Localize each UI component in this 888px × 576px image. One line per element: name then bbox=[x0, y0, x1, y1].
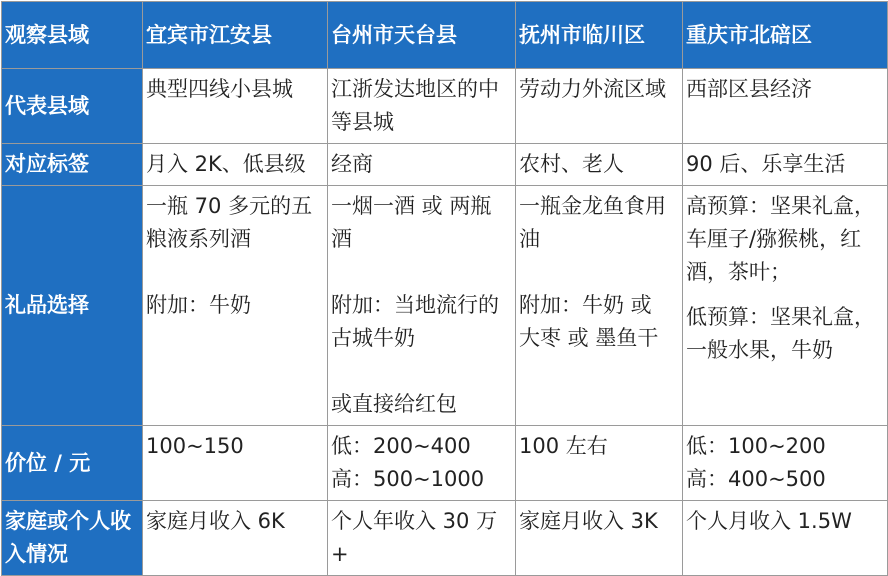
income-cell-3: 家庭月收入 3K bbox=[516, 501, 683, 576]
header-county-1: 宜宾市江安县 bbox=[143, 2, 328, 69]
gifts-row bbox=[2, 186, 888, 426]
gift-high-budget: 高预算：坚果礼盒，车厘子/猕猴桃，红酒，茶叶； bbox=[686, 194, 875, 284]
header-corner: 观察县域 bbox=[2, 2, 143, 69]
header-county-4: 重庆市北碚区 bbox=[683, 2, 888, 69]
price-cell-2 bbox=[328, 426, 516, 501]
tags-row bbox=[2, 144, 888, 186]
tags-cell-3: 农村、老人 bbox=[516, 144, 683, 186]
gift-alt-2: 或直接给红包 bbox=[331, 392, 457, 416]
representative-cell-4: 西部区县经济 bbox=[683, 69, 888, 144]
row-label-tags: 对应标签 bbox=[2, 144, 143, 186]
header-county-3: 抚州市临川区 bbox=[516, 2, 683, 69]
income-cell-2: 个人年收入 30 万+ bbox=[328, 501, 516, 576]
gift-comparison-table bbox=[1, 1, 888, 576]
price-high-2: 高：500~1000 bbox=[331, 467, 485, 491]
price-cell-3: 100 左右 bbox=[516, 426, 683, 501]
tags-cell-2: 经商 bbox=[328, 144, 516, 186]
price-row bbox=[2, 426, 888, 501]
gift-low-budget: 低预算：坚果礼盒，一般水果，牛奶 bbox=[686, 305, 875, 362]
representative-cell-3: 劳动力外流区域 bbox=[516, 69, 683, 144]
row-label-representative: 代表县域 bbox=[2, 69, 143, 144]
gift-main-2: 一烟一酒 或 两瓶酒 bbox=[331, 194, 492, 251]
price-high-4: 高：400~500 bbox=[686, 467, 826, 491]
income-cell-1: 家庭月收入 6K bbox=[143, 501, 328, 576]
price-low-4: 低：100~200 bbox=[686, 434, 826, 458]
row-label-price: 价位 / 元 bbox=[2, 426, 143, 501]
price-cell-1: 100~150 bbox=[143, 426, 328, 501]
header-county-2: 台州市天台县 bbox=[328, 2, 516, 69]
price-low-2: 低：200~400 bbox=[331, 434, 471, 458]
gifts-cell-4 bbox=[683, 186, 888, 426]
row-label-income: 家庭或个人收入情况 bbox=[2, 501, 143, 576]
tags-cell-1: 月入 2K、低县级 bbox=[143, 144, 328, 186]
gift-main-1: 一瓶 70 多元的五粮液系列酒 bbox=[146, 194, 313, 251]
gift-extra-2: 附加：当地流行的古城牛奶 bbox=[331, 293, 499, 350]
representative-row bbox=[2, 69, 888, 144]
gift-main-3: 一瓶金龙鱼食用油 bbox=[519, 194, 666, 251]
gift-extra-3: 附加：牛奶 或 大枣 或 墨鱼干 bbox=[519, 293, 659, 350]
gifts-cell-2 bbox=[328, 186, 516, 426]
income-row bbox=[2, 501, 888, 576]
gift-extra-1: 附加：牛奶 bbox=[146, 293, 251, 317]
price-cell-4 bbox=[683, 426, 888, 501]
gifts-cell-1 bbox=[143, 186, 328, 426]
representative-cell-2: 江浙发达地区的中等县城 bbox=[328, 69, 516, 144]
gifts-cell-3 bbox=[516, 186, 683, 426]
row-label-gifts: 礼品选择 bbox=[2, 186, 143, 426]
tags-cell-4: 90 后、乐享生活 bbox=[683, 144, 888, 186]
header-row bbox=[2, 2, 888, 69]
representative-cell-1: 典型四线小县城 bbox=[143, 69, 328, 144]
income-cell-4: 个人月收入 1.5W bbox=[683, 501, 888, 576]
